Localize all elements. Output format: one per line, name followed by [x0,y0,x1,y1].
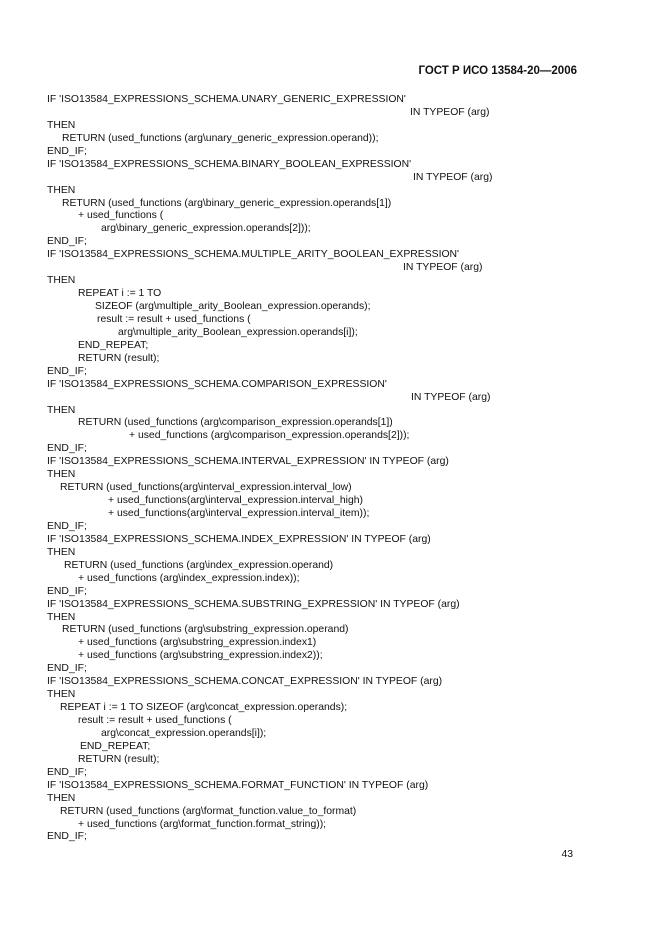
code-line: IF 'ISO13584_EXPRESSIONS_SCHEMA.SUBSTRING_EXPRESSION' IN TYPEOF (arg) [47,598,460,610]
standard-header: ГОСТ Р ИСО 13584-20—2006 [418,65,577,77]
code-line: arg\binary_generic_expression.operands[2])); [101,223,311,235]
code-line: + used_functions ( [78,210,164,222]
code-line: + used_functions(arg\interval_expression.interval_high) [108,495,364,507]
code-line: END_IF; [47,766,87,778]
code-line: END_REPEAT; [78,339,149,351]
code-line: END_REPEAT; [80,740,151,752]
code-line: END_IF; [47,236,87,248]
code-line: REPEAT i := 1 TO [78,288,162,300]
code-line: END_IF; [47,831,87,843]
code-line: IF 'ISO13584_EXPRESSIONS_SCHEMA.INDEX_EXPRESSION' IN TYPEOF (arg) [47,533,431,545]
code-line: IN TYPEOF (arg) [413,171,493,183]
code-line: SIZEOF (arg\multiple_arity_Boolean_expression.operands); [95,301,371,312]
code-line: + used_functions (arg\index_expression.index)); [78,572,300,584]
code-line: THEN [47,184,76,196]
code-line: + used_functions (arg\substring_expression.index2)); [78,650,323,662]
code-line: + used_functions (arg\comparison_expression.operands[2])); [129,430,410,442]
code-line: RETURN (used_functions (arg\format_function.value_to_format) [60,805,357,817]
code-line: THEN [47,546,76,558]
code-line: arg\concat_expression.operands[i]); [101,727,267,739]
code-line: result := result + used_functions ( [78,715,232,726]
code-line: IN TYPEOF (arg) [403,262,483,274]
code-line: THEN [47,404,76,416]
code-line: RETURN (used_functions (arg\comparison_expression.operands[1]) [78,417,393,429]
code-line: THEN [47,275,76,287]
code-line: IN TYPEOF (arg) [411,391,491,403]
code-line: THEN [47,689,76,701]
code-line: IF 'ISO13584_EXPRESSIONS_SCHEMA.FORMAT_FUNCTION' IN TYPEOF (arg) [47,779,429,791]
page-number: 43 [561,849,573,860]
code-line: IF 'ISO13584_EXPRESSIONS_SCHEMA.UNARY_GENERIC_EXPRESSION' [47,94,406,105]
code-line: END_IF; [47,365,87,377]
code-line: END_IF; [47,520,87,532]
code-line: IF 'ISO13584_EXPRESSIONS_SCHEMA.CONCAT_EXPRESSION' IN TYPEOF (arg) [47,676,443,688]
code-line: THEN [47,119,76,131]
code-line: RETURN (result); [78,352,160,364]
code-line: END_IF; [47,663,87,675]
code-line: END_IF; [47,145,87,157]
code-line: THEN [47,792,76,804]
code-line: IF 'ISO13584_EXPRESSIONS_SCHEMA.INTERVAL_EXPRESSION' IN TYPEOF (arg) [47,456,449,468]
code-line: RETURN (used_functions (arg\index_expression.operand) [64,559,334,571]
code-line: arg\multiple_arity_Boolean_expression.operands[i]); [118,326,358,338]
code-line: RETURN (used_functions (arg\unary_generic_expression.operand)); [62,132,379,144]
code-line: END_IF; [47,443,87,455]
code-line: + used_functions (arg\format_function.format_string)); [78,818,327,830]
code-listing [47,94,577,844]
code-line: + used_functions (arg\substring_expression.index1) [78,637,317,649]
code-line: IF 'ISO13584_EXPRESSIONS_SCHEMA.MULTIPLE_ARITY_BOOLEAN_EXPRESSION' [47,249,460,261]
code-line: REPEAT i := 1 TO SIZEOF (arg\concat_expression.operands); [60,702,348,714]
code-line: RETURN (used_functions (arg\binary_generic_expression.operands[1]) [62,197,392,209]
code-line: RETURN (result); [78,753,160,765]
code-line: + used_functions(arg\interval_expression.interval_item)); [108,508,370,519]
code-line: IF 'ISO13584_EXPRESSIONS_SCHEMA.COMPARISON_EXPRESSION' [47,378,387,390]
code-line: THEN [47,469,76,481]
code-line: result := result + used_functions ( [97,313,251,325]
code-line: RETURN (used_functions (arg\substring_expression.operand) [62,624,349,636]
code-line: END_IF; [47,585,87,597]
code-line: IN TYPEOF (arg) [410,106,490,118]
code-line: RETURN (used_functions(arg\interval_expression.interval_low) [60,482,352,494]
code-line: THEN [47,611,76,623]
code-line: IF 'ISO13584_EXPRESSIONS_SCHEMA.BINARY_BOOLEAN_EXPRESSION' [47,158,412,170]
